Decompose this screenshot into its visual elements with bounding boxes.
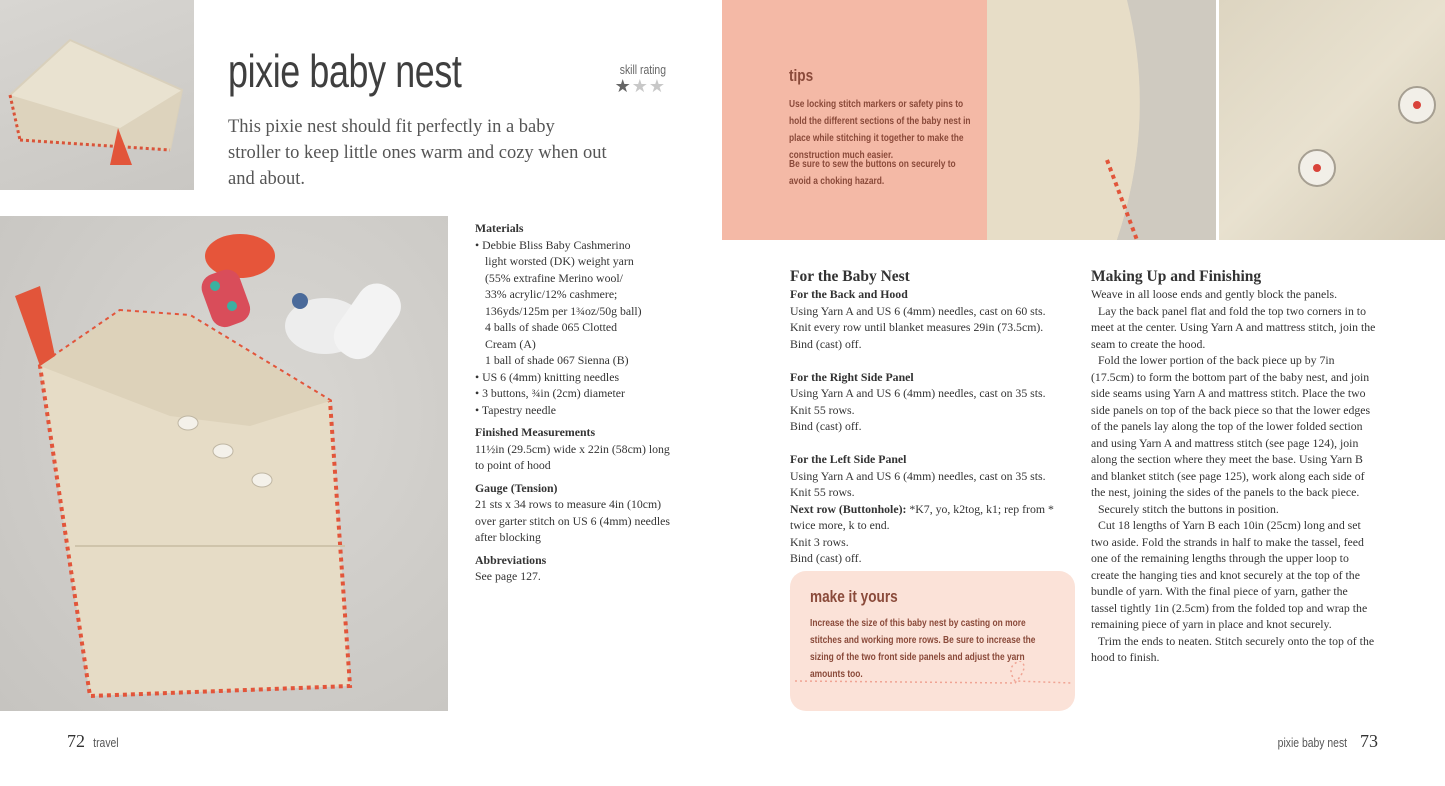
- photo-pixie-nest: [0, 216, 448, 711]
- pattern-line: Knit 55 rows.: [790, 485, 855, 499]
- pattern-line: Knit 55 rows.: [790, 402, 855, 417]
- materials-line: Cream (A): [485, 336, 536, 351]
- footer-title-label: pixie baby nest: [1277, 735, 1347, 750]
- finished-text: 11½in (29.5cm) wide x 22in (58cm) long to point of hood: [475, 441, 670, 472]
- photo-hood-closeup: [987, 0, 1216, 240]
- intro-text: This pixie nest should fit perfectly in a baby stroller to keep little ones warm and cozy when out and about.: [228, 117, 607, 189]
- skill-rating-stars: [596, 77, 666, 95]
- materials-line: 136yds/125m per 1¾oz/50g ball): [485, 303, 642, 318]
- make-it-yours-text: Increase the size of this baby nest by casting on more stitches and working more rows. Be sure to increase the sizing of the two front side panels and adjust the yarn amounts too.: [810, 617, 1036, 680]
- gauge-section: [475, 480, 675, 546]
- materials-line: 4 balls of shade 065 Clotted: [485, 320, 618, 334]
- gauge-heading: Gauge (Tension): [475, 480, 558, 495]
- finishing-paragraph: Fold the lower portion of the back piece up by 7in (17.5cm) to form the bottom part of the baby nest, and join side seams using Yarn A and mattress stitch. Place the two side panels on top of the back piece so that the lower edges of the panels lay along the top of the lower folded section and using Yarn A and mattress stitch (see page 124), join along the section where they meet the base. Using Yarn B and blanket stitch (see page 125), work along each side of the nest, joining the sides of the panels to the back piece.: [1091, 353, 1371, 499]
- buttonhole-text: *K7, yo, k2tog, k1; rep from * twice more, k to end.: [790, 501, 1054, 532]
- buttonhole-label: Next row (Buttonhole):: [790, 501, 907, 516]
- pattern-line: Bind (cast) off.: [790, 336, 862, 351]
- finishing-column: [1091, 268, 1376, 666]
- finishing-paragraph: Trim the ends to neaten. Stitch securely onto the top of the hood to finish.: [1091, 633, 1375, 664]
- footer-left: [67, 731, 121, 752]
- pattern-line: Knit 3 rows.: [790, 534, 849, 549]
- materials-line: • Tapestry needle: [475, 402, 557, 417]
- back-hood-heading: For the Back and Hood: [790, 287, 908, 301]
- pattern-line: Using Yarn A and US 6 (4mm) needles, cast on 60 sts.: [790, 303, 1046, 318]
- materials-line: • US 6 (4mm) knitting needles: [475, 369, 620, 384]
- tips-paragraph: Be sure to sew the buttons on securely to avoid a choking hazard.: [789, 158, 956, 187]
- dotted-yarn-line-icon: [790, 661, 1075, 701]
- pattern-line: Knit every row until blanket measures 29in (73.5cm).: [790, 320, 1044, 334]
- abbreviations-section: [475, 552, 675, 585]
- footer-right: [1269, 731, 1378, 752]
- pixie-nest-illustration: [0, 216, 448, 711]
- buttons-closeup-illustration: [1219, 0, 1445, 240]
- pattern-line: Bind (cast) off.: [790, 419, 862, 433]
- materials-line: 33% acrylic/12% cashmere;: [485, 287, 618, 301]
- gauge-text: 21 sts x 34 rows to measure 4in (10cm) over garter stitch on US 6 (4mm) needles after blocking: [475, 497, 670, 544]
- baby-nest-heading: For the Baby Nest: [790, 268, 910, 285]
- finishing-paragraph: Cut 18 lengths of Yarn B each 10in (25cm) long and set two aside. Fold the strands in half to make the tassel, feed one of the remaining lengths through the upper loop to create the hanging ties and knot securely at the top of the bundle of yarn. With the final piece of yarn, gather the tassel tightly 1in (2.5cm) from the folded top and wrap the remaining piece of yarn in place and knot securely.: [1091, 518, 1368, 631]
- materials-heading: Materials: [475, 221, 524, 235]
- footer-section-label: travel: [92, 735, 119, 750]
- folded-nest-illustration: [0, 0, 194, 190]
- finished-measurements-section: [475, 424, 675, 474]
- star-filled-icon: ★: [614, 76, 632, 96]
- photo-buttons-closeup: [1219, 0, 1445, 240]
- finishing-heading: Making Up and Finishing: [1091, 268, 1262, 285]
- materials-column: [475, 220, 675, 591]
- finishing-paragraph: Securely stitch the buttons in position.: [1098, 501, 1279, 516]
- buttonhole-row: [790, 501, 1075, 534]
- materials-line: (55% extrafine Merino wool/: [485, 270, 623, 285]
- make-it-yours-box: [790, 571, 1075, 711]
- tips-title: tips: [789, 66, 814, 85]
- materials-section: [475, 220, 675, 418]
- make-it-yours-title: make it yours: [810, 587, 898, 606]
- pattern-line: Bind (cast) off.: [790, 551, 862, 565]
- pattern-line: Using Yarn A and US 6 (4mm) needles, cast on 35 sts.: [790, 468, 1046, 483]
- tips-box: [722, 0, 987, 240]
- page-title: pixie baby nest: [228, 45, 462, 97]
- right-panel-heading: For the Right Side Panel: [790, 369, 914, 384]
- left-panel-heading: For the Left Side Panel: [790, 452, 907, 466]
- pattern-line: Using Yarn A and US 6 (4mm) needles, cast on 35 sts.: [790, 386, 1046, 400]
- finishing-paragraph: Lay the back panel flat and fold the top two corners in to meet at the center. Using Yarn A and mattress stitch, join the seam to create the hood.: [1091, 303, 1376, 351]
- materials-line: • Debbie Bliss Baby Cashmerino: [475, 237, 631, 252]
- page-number-right: 73: [1360, 731, 1378, 751]
- hood-closeup-illustration: [987, 0, 1216, 240]
- skill-rating: [596, 62, 666, 95]
- finished-heading: Finished Measurements: [475, 425, 596, 439]
- baby-nest-column: [790, 268, 1075, 567]
- abbreviations-heading: Abbreviations: [475, 552, 547, 567]
- materials-line: light worsted (DK) weight yarn: [485, 254, 634, 268]
- tips-paragraph: Use locking stitch markers or safety pins to hold the different sections of the baby nest in place while stitching it together to make the construction much easier.: [789, 98, 971, 161]
- star-empty-icon: ★★: [631, 76, 666, 96]
- materials-line: • 3 buttons, ¾in (2cm) diameter: [475, 386, 625, 400]
- skill-rating-label: skill rating: [619, 62, 666, 77]
- page-number-left: 72: [67, 731, 85, 751]
- abbreviations-text: See page 127.: [475, 569, 541, 583]
- materials-line: 1 ball of shade 067 Sienna (B): [485, 353, 629, 367]
- photo-folded-nest: [0, 0, 194, 190]
- finishing-paragraph: Weave in all loose ends and gently block the panels.: [1091, 287, 1338, 301]
